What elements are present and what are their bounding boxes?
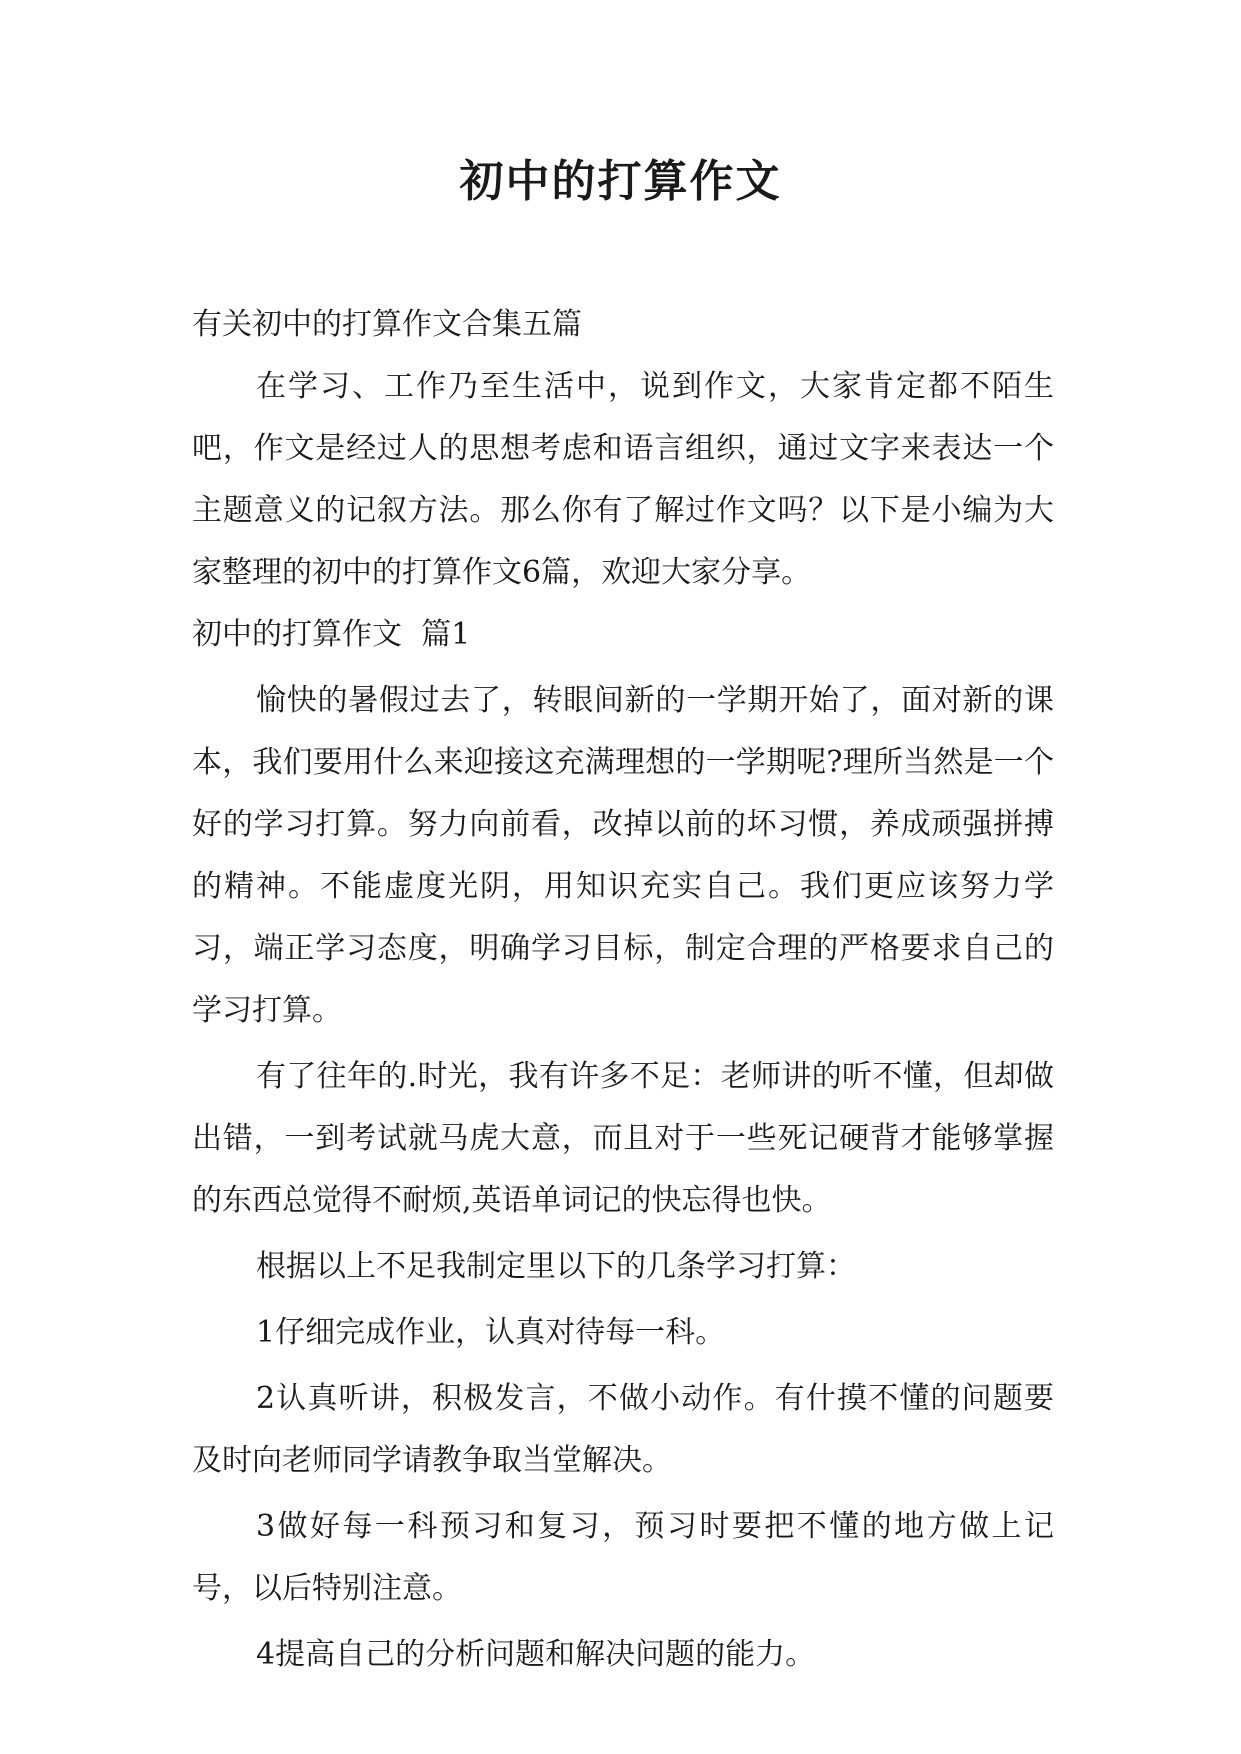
section-heading: 初中的打算作文 篇1	[192, 617, 471, 652]
body-paragraph: 3做好每一科预习和复习，预习时要把不懂的地方做上记号，以后特别注意。	[192, 1509, 1054, 1606]
body-paragraph: 4提高自己的分析问题和解决问题的能力。	[256, 1637, 816, 1672]
document-title: 初中的打算作文	[459, 156, 782, 207]
intro-paragraph: 在学习、工作乃至生活中，说到作文，大家肯定都不陌生吧，作文是经过人的思想考虑和语言组织，通过文字来表达一个主题意义的记叙方法。那么你有了解过作文吗？以下是小编为大家整理的初中的打算作文6篇，欢迎大家分享。	[192, 369, 1054, 590]
body-paragraph: 愉快的暑假过去了，转眼间新的一学期开始了，面对新的课本，我们要用什么来迎接这充满理想的一学期呢?理所当然是一个好的学习打算。努力向前看，改掉以前的坏习惯，养成顽强拼搏的精神。不能虚度光阴，用知识充实自己。我们更应该努力学习，端正学习态度，明确学习目标，制定合理的严格要求自己的学习打算。	[192, 683, 1054, 1028]
body-paragraph: 2认真听讲，积极发言，不做小动作。有什摸不懂的问题要及时向老师同学请教争取当堂解决。	[192, 1381, 1054, 1478]
document-body	[192, 294, 1054, 1686]
body-paragraph: 根据以上不足我制定里以下的几条学习打算：	[256, 1249, 856, 1284]
body-paragraph: 1仔细完成作业，认真对待每一科。	[256, 1315, 726, 1350]
document-subtitle: 有关初中的打算作文合集五篇	[192, 307, 582, 342]
body-paragraph: 有了往年的.时光，我有许多不足：老师讲的听不懂，但却做出错，一到考试就马虎大意，而且对于一些死记硬背才能够掌握的东西总觉得不耐烦,英语单词记的快忘得也快。	[192, 1059, 1054, 1218]
